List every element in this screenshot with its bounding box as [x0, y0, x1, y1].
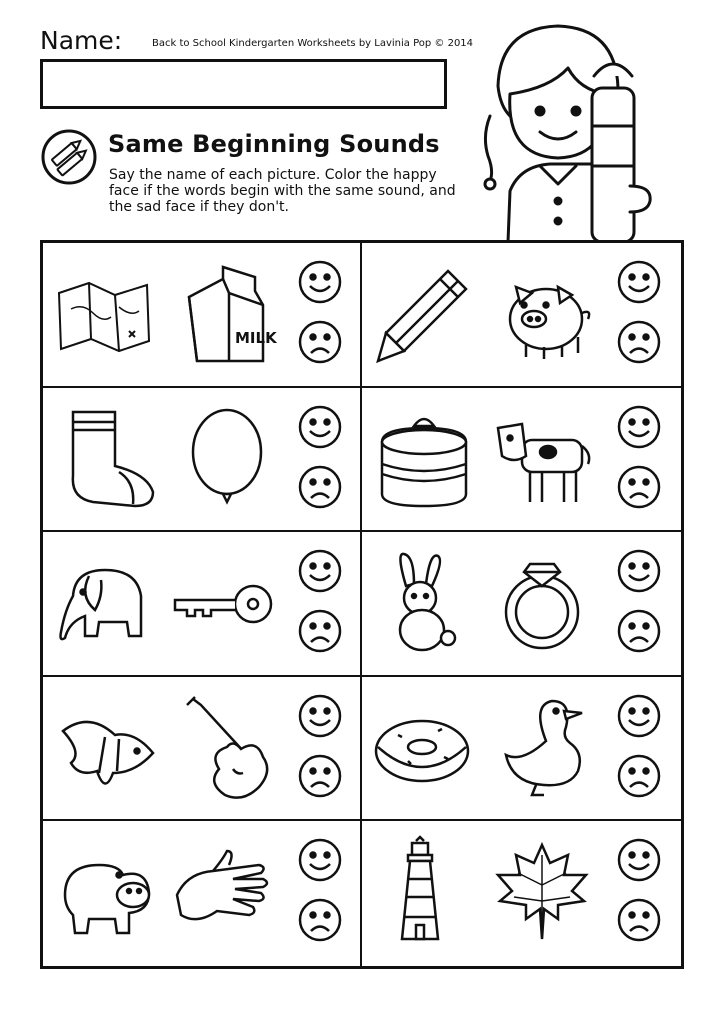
key-picture: [167, 546, 279, 658]
violin-picture: [167, 691, 279, 803]
pair-cell: [43, 532, 362, 677]
sad-face-icon[interactable]: [616, 897, 662, 943]
pair-cell: [362, 677, 681, 822]
name-input-box[interactable]: [40, 59, 447, 109]
sad-face-icon[interactable]: [616, 319, 662, 365]
map-picture: [49, 257, 161, 369]
happy-face-icon[interactable]: [616, 837, 662, 883]
duck-picture: [486, 691, 598, 803]
pair-cell: [43, 388, 362, 533]
rabbit-picture: [368, 546, 480, 658]
sad-face-icon[interactable]: [616, 608, 662, 654]
sad-face-icon[interactable]: [297, 753, 343, 799]
crayon-badge-icon: [40, 128, 98, 186]
milk-picture: [167, 257, 279, 369]
happy-face-icon[interactable]: [616, 693, 662, 739]
happy-face-icon[interactable]: [616, 404, 662, 450]
balloon-picture: [167, 402, 279, 514]
name-label: Name:: [40, 26, 123, 55]
pair-cell: [43, 677, 362, 822]
sad-face-icon[interactable]: [297, 464, 343, 510]
sad-face-icon[interactable]: [616, 464, 662, 510]
happy-face-icon[interactable]: [297, 693, 343, 739]
sad-face-icon[interactable]: [616, 753, 662, 799]
pair-cell: [362, 243, 681, 388]
happy-face-icon[interactable]: [297, 259, 343, 305]
sad-face-icon[interactable]: [297, 319, 343, 365]
pair-cell: [362, 821, 681, 966]
cow-picture: [486, 402, 598, 514]
sock-picture: [49, 402, 161, 514]
pair-cell: [362, 532, 681, 677]
elephant-picture: [49, 546, 161, 658]
pair-cell: [43, 821, 362, 966]
happy-face-icon[interactable]: [297, 404, 343, 450]
leaf-picture: [486, 835, 598, 947]
hippo-picture: [49, 835, 161, 947]
happy-face-icon[interactable]: [297, 548, 343, 594]
happy-face-icon[interactable]: [616, 548, 662, 594]
activity-instructions: Say the name of each picture. Color the happy face if the words begin with the same sound, and the sad face if they don't.: [109, 167, 456, 215]
happy-face-icon[interactable]: [297, 837, 343, 883]
fish-picture: [49, 691, 161, 803]
lighthouse-picture: [368, 835, 480, 947]
cake-picture: [368, 402, 480, 514]
ring-picture: [486, 546, 598, 658]
pig-picture: [486, 257, 598, 369]
sad-face-icon[interactable]: [297, 897, 343, 943]
happy-face-icon[interactable]: [616, 259, 662, 305]
pair-cell: [43, 243, 362, 388]
credit-line: Back to School Kindergarten Worksheets by Lavinia Pop © 2014: [152, 38, 474, 49]
svg-text:MILK: MILK: [235, 329, 277, 347]
pair-cell: [362, 388, 681, 533]
hand-picture: [167, 835, 279, 947]
donut-picture: [368, 691, 480, 803]
worksheet-grid: [40, 240, 684, 969]
girl-with-crayon-illustration: [480, 6, 670, 242]
activity-title: Same Beginning Sounds: [108, 130, 440, 158]
pencil-picture: [368, 257, 480, 369]
sad-face-icon[interactable]: [297, 608, 343, 654]
